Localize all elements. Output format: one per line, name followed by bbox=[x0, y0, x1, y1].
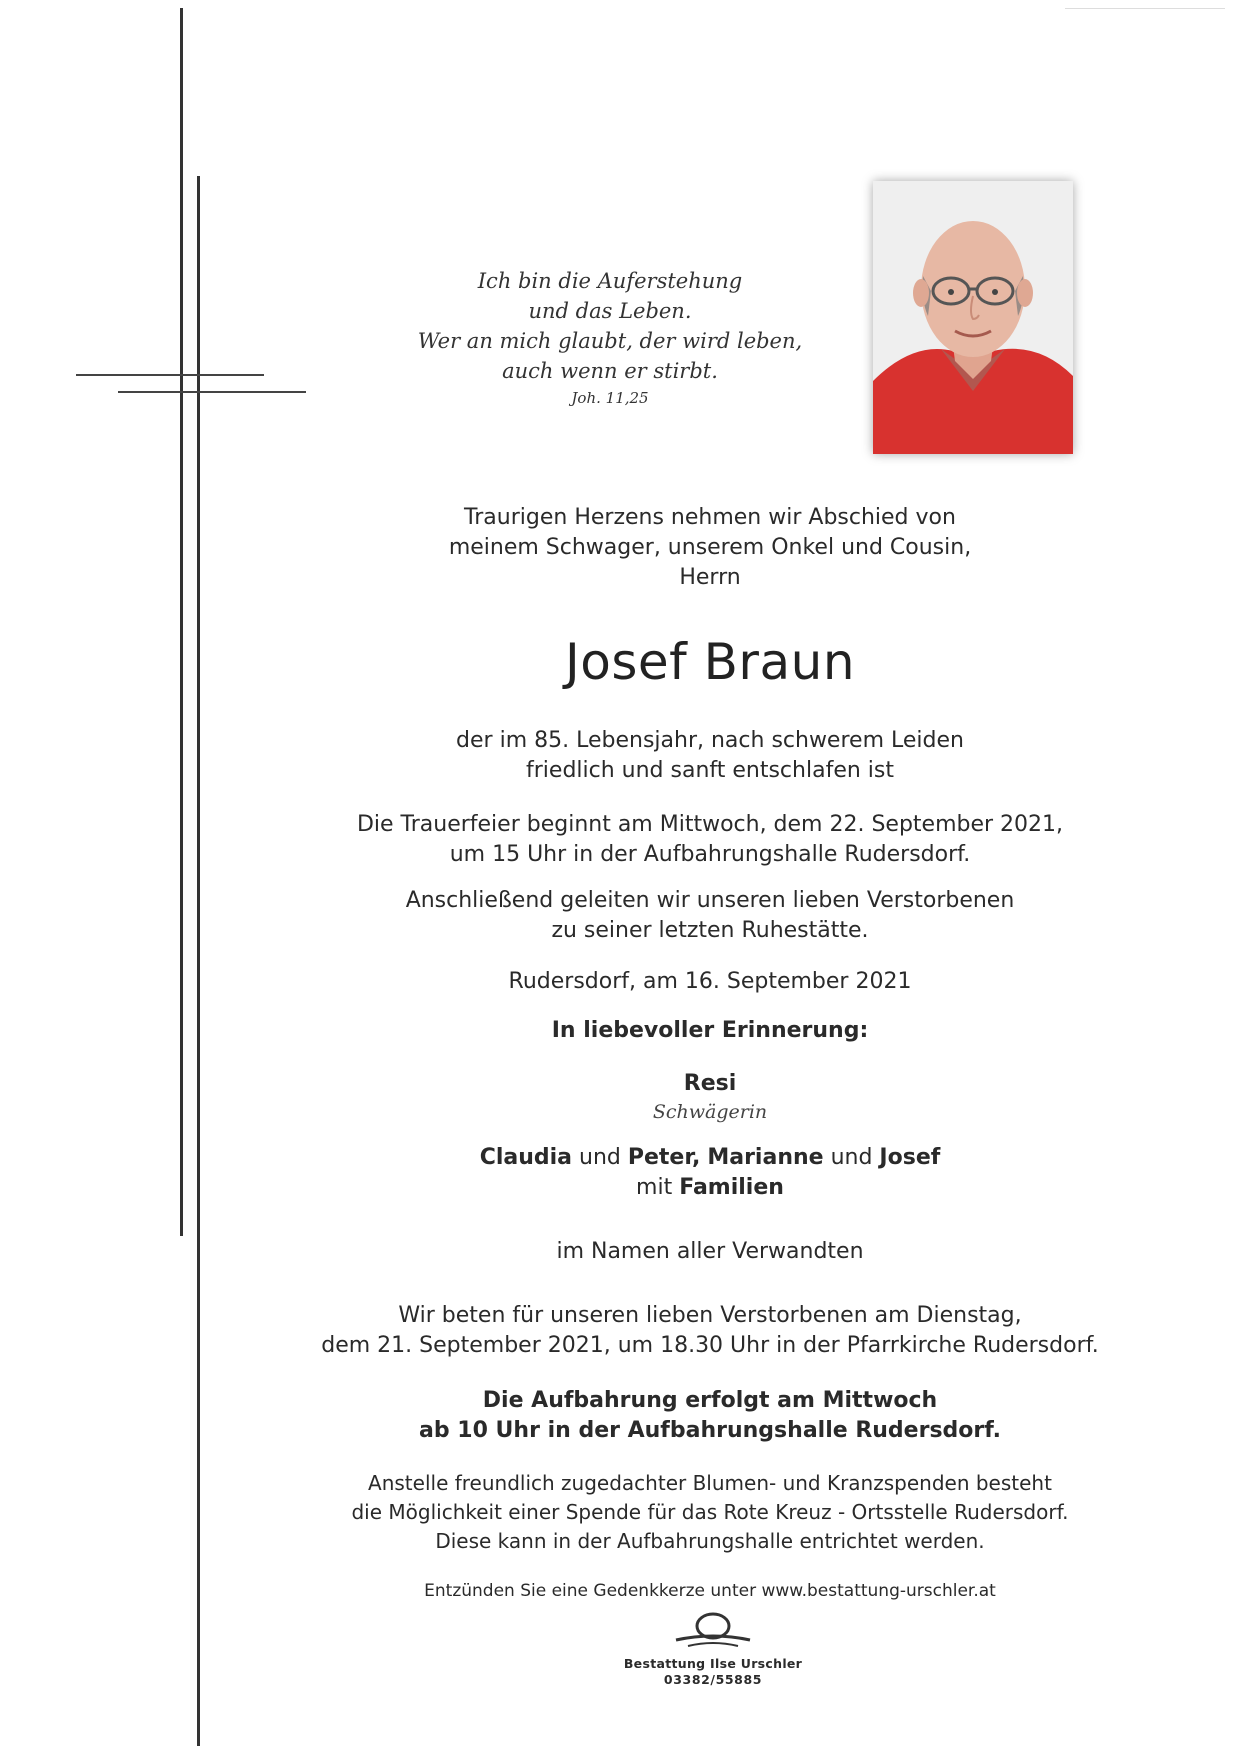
death-notice-line: friedlich und sanft entschlafen ist bbox=[526, 758, 894, 783]
mourner-name: Marianne bbox=[707, 1145, 824, 1170]
mourner-name: Resi bbox=[683, 1071, 737, 1096]
donation-info bbox=[280, 1469, 1140, 1556]
burial-line: zu seiner letzten Ruhestätte. bbox=[551, 918, 869, 943]
funeral-line: Die Trauerfeier beginnt am Mittwoch, dem 22. September 2021, bbox=[356, 812, 1064, 837]
burial-info bbox=[280, 886, 1140, 946]
viewing-line: Die Aufbahrung erfolgt am Mittwoch bbox=[482, 1388, 938, 1413]
memory-heading: In liebevoller Erinnerung: bbox=[551, 1018, 869, 1043]
quote-reference: Joh. 11,25 bbox=[571, 389, 649, 407]
funeral-line: um 15 Uhr in der Aufbahrungshalle Rudersdorf. bbox=[449, 842, 971, 867]
top-divider bbox=[1065, 8, 1225, 9]
funeral-info bbox=[280, 810, 1140, 870]
mourners-line-1 bbox=[280, 1143, 1140, 1173]
bible-quote bbox=[400, 266, 820, 410]
donation-line: Diese kann in der Aufbahrungshalle entrichtet werden. bbox=[435, 1529, 985, 1553]
mourner-name: Josef bbox=[879, 1145, 941, 1170]
undertaker-logo bbox=[613, 1606, 813, 1688]
prayer-info bbox=[280, 1301, 1140, 1361]
quote-line: auch wenn er stirbt. bbox=[502, 359, 718, 383]
viewing-info bbox=[280, 1386, 1140, 1446]
quote-line: Wer an mich glaubt, der wird leben, bbox=[417, 329, 803, 353]
death-notice bbox=[280, 726, 1140, 786]
candle-link[interactable]: Entzünden Sie eine Gedenkkerze unter www.bestattung-urschler.at bbox=[424, 1581, 996, 1601]
place-date: Rudersdorf, am 16. September 2021 bbox=[508, 969, 912, 994]
intro-line: Herrn bbox=[679, 565, 741, 590]
undertaker-name: Bestattung Ilse Urschler bbox=[623, 1656, 803, 1671]
prayer-line: dem 21. September 2021, um 18.30 Uhr in der Pfarrkirche Rudersdorf. bbox=[321, 1333, 1099, 1358]
mourner-relation: Schwägerin bbox=[652, 1101, 768, 1123]
intro-text bbox=[280, 503, 1140, 593]
burial-line: Anschließend geleiten wir unseren lieben Verstorbenen bbox=[405, 888, 1015, 913]
undertaker-logo-icon bbox=[668, 1606, 758, 1650]
mourner-name: Peter, bbox=[627, 1145, 701, 1170]
deceased-name: Josef Braun bbox=[564, 633, 856, 691]
death-notice-line: der im 85. Lebensjahr, nach schwerem Leiden bbox=[456, 728, 964, 753]
mourners bbox=[280, 1069, 1140, 1125]
undertaker-phone: 03382/55885 bbox=[663, 1672, 763, 1687]
mourners-line-2 bbox=[280, 1173, 1140, 1203]
intro-line: Traurigen Herzens nehmen wir Abschied von bbox=[464, 505, 956, 530]
donation-line: Anstelle freundlich zugedachter Blumen- und Kranzspenden besteht bbox=[368, 1471, 1052, 1495]
viewing-line: ab 10 Uhr in der Aufbahrungshalle Rudersdorf. bbox=[419, 1418, 1001, 1443]
connector-text: und bbox=[572, 1145, 628, 1170]
quote-line: und das Leben. bbox=[528, 299, 692, 323]
quote-line: Ich bin die Auferstehung bbox=[477, 269, 743, 293]
portrait-photo bbox=[873, 181, 1073, 454]
relatives-text: im Namen aller Verwandten bbox=[556, 1239, 864, 1264]
connector-text: und bbox=[823, 1145, 880, 1170]
mourner-name: Claudia bbox=[479, 1145, 573, 1170]
prayer-line: Wir beten für unseren lieben Verstorbenen am Dienstag, bbox=[398, 1303, 1022, 1328]
donation-line: die Möglichkeit einer Spende für das Rote Kreuz - Ortsstelle Rudersdorf. bbox=[351, 1500, 1069, 1524]
mourners-family bbox=[280, 1143, 1140, 1203]
intro-line: meinem Schwager, unserem Onkel und Cousin, bbox=[448, 535, 972, 560]
connector-text: mit bbox=[636, 1175, 680, 1200]
mourner-name: Familien bbox=[679, 1175, 784, 1200]
